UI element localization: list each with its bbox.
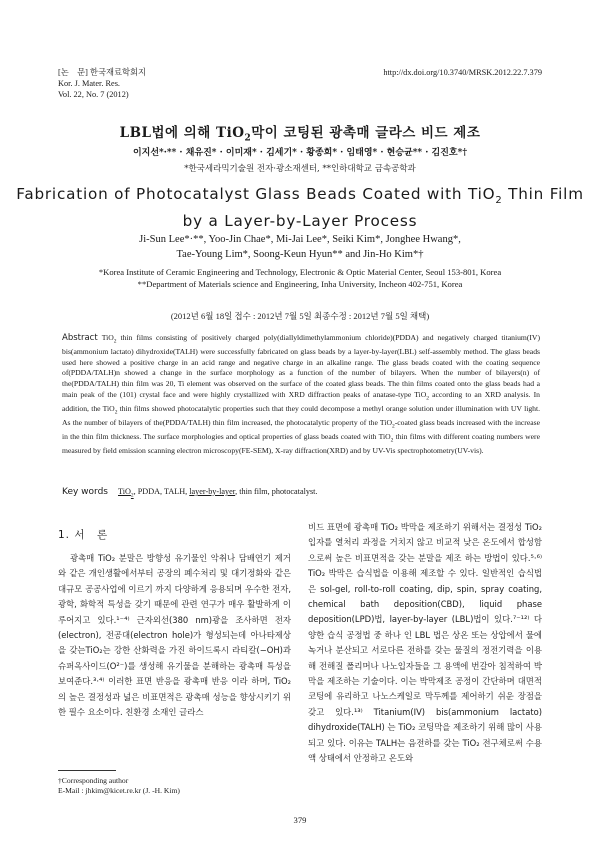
abstract-text: according to an XRD analysis. In addition, the TiO [62, 389, 540, 413]
journal-header-line1: [논 문] 한국재료학회지 [58, 68, 147, 77]
abstract-subscript: 2 [113, 338, 117, 345]
english-title-part: Thin Film [502, 185, 584, 203]
right-column [308, 520, 542, 767]
section-number: 1. [58, 529, 71, 541]
korean-title-part: LBL법에 의해 TiO [119, 125, 245, 141]
keyword-lbl: layer-by-layer [189, 487, 236, 496]
left-column [58, 551, 291, 720]
abstract-text: thin films showed photocatalytic properties such that they could decompose a methyl orange solution under illumination with UV light. As the number of bilayers of the(PDDA/TALH) thin film increased, the photocatalytic property of the TiO [62, 403, 540, 427]
english-affiliation-line2: **Department of Materials science and Engineering, Inha University, Incheon 402-751, Korea [137, 279, 463, 289]
journal-header-line3: Vol. 22, No. 7 (2012) [58, 90, 129, 99]
abstract-subscript: 2 [426, 395, 430, 402]
footnote-line1: †Corresponding author [58, 776, 129, 785]
abstract-text: TiO [101, 333, 114, 342]
page-number: 379 [293, 815, 307, 825]
english-title-part: Fabrication of Photocatalyst Glass Beads Coated with TiO [16, 185, 496, 203]
korean-title-subscript: 2 [244, 133, 252, 144]
keywords-label: Key words [62, 487, 108, 497]
abstract-subscript: 2 [114, 409, 118, 416]
keywords-text: , PDDA, TALH, [133, 487, 190, 496]
korean-title-part: 막이 코팅된 광촉매 글라스 비드 제조 [251, 125, 481, 141]
keywords [62, 487, 540, 499]
doi-link[interactable]: http://dx.doi.org/10.3740/MRSK.2012.22.7.379 [383, 68, 542, 77]
english-title [0, 184, 600, 232]
abstract-text: thin films consisting of positively charged poly(diallyldimethylammonium chloride)(PDDA) and negatively charged titanium(IV) bis(ammonium lactato) dihydroxide(TALH) were successfully fabricated on glass beads by a layer-by-layer(LBL) self-assembly method. The glass beads used here showed a positive charge in an acid range and negative charge in an alkaline range. The glass beads coated with the coating sequence of(PDDA/TALH)n showed a change in the surface morphology as a function of the number of bilayers. When the number of bilayers(n) of the(PDDA/TALH) thin film was 20, Ti element was observed on the surface of the coated glass beads. The thin films coated onto the glass beads had a main peak of the (101) crystal face and were highly crystallized with XRD diffraction peaks of anatase-type TiO [62, 333, 540, 399]
english-title-subscript: 2 [495, 195, 503, 207]
english-authors-line2: Tae-Young Lim*, Soong-Keun Hyun** and Jin-Ho Kim*† [176, 249, 424, 260]
korean-authors: 이지선*·** · 채유진* · 이미재* · 김세기* · 황종희* · 임태영* · 현승균** · 김진호*† [132, 148, 468, 158]
abstract-subscript: 2 [390, 437, 394, 444]
section-heading [58, 527, 108, 542]
footnote [58, 776, 180, 796]
abstract-text: -coated glass beads increased with the increase in the thin film thickness. The surface morphologies and optical properties of glass beads coated with TiO [62, 417, 540, 441]
korean-title [0, 121, 600, 144]
footnote-email[interactable]: E-Mail : jhkim@kicet.re.kr (J. -H. Kim) [58, 786, 180, 795]
english-affiliation [0, 266, 600, 290]
keywords-text: , thin film, photocatalyst. [235, 487, 318, 496]
received-dates: (2012년 6월 18일 접수 : 2012년 7월 5일 최종수정 : 2012년 7월 5일 채택) [170, 311, 430, 321]
keyword-tio2: TiO [118, 487, 131, 496]
english-authors [0, 232, 600, 262]
abstract [62, 333, 540, 457]
journal-header-line2: Kor. J. Mater. Res. [58, 79, 120, 88]
korean-affiliation: *한국세라믹기술원 전자·광소재센터, **인하대학교 금속공학과 [184, 164, 416, 174]
english-affiliation-line1: *Korea Institute of Ceramic Engineering and Technology, Electronic & Optic Material Center, Seoul 153-801, Korea [98, 267, 502, 277]
body-paragraph: 광촉매 TiO₂ 분말은 방향성 유기물인 악취나 담배연기 제거와 같은 개인생활에서부터 공장의 폐수처리 및 대기정화와 같은 대규모 공공사업에 이르기 까지 다양하게 응용되며 우수한 전자, 광학, 화학적 특성을 갖기 때문에 관련 연구가 매우 활발하게 이루어지고 있다.¹⁻⁴⁾ 근자외선(380 nm)광을 조사하면 전자(electron), 전공대(electron hole)가 형성되는데 아나타제상을 갖는TiO₂는 강한 산화력을 가진 하이드록시 라티칼(−OH)과 슈퍼옥사이드(O²⁻)를 생성해 유기물을 분해하는 광촉매 특성을 보여준다.³·⁴⁾ 이러한 표면 반응을 광촉매 반응 이라 하며, TiO₂의 높은 결정성과 넓은 비표면적은 광촉매 성능을 향상시키기 위한 필수 요소이다. 친환경 소재인 글라스 [58, 553, 291, 718]
english-authors-line1: Ji-Sun Lee*·**, Yoo-Jin Chae*, Mi-Jai Lee*, Seiki Kim*, Jonghee Hwang*, [139, 234, 461, 245]
section-title: 서 론 [74, 529, 109, 541]
footnote-rule [58, 770, 116, 771]
journal-header [58, 67, 146, 100]
abstract-text: thin films with different coating numbers were measured by field emission scanning electron microscopy(FE-SEM), X-ray diffraction(XRD) and by UV-Vis spectrophotometry(UV-vis). [62, 431, 540, 455]
abstract-subscript: 2 [391, 423, 395, 430]
keyword-subscript: 2 [130, 492, 134, 499]
body-paragraph: 비드 표면에 광촉매 TiO₂ 박막을 제조하기 위해서는 결정성 TiO₂ 입자를 열처리 과정을 거치지 않고 비교적 낮은 온도에서 합성함으로써 높은 비표면적을 갖는 분말을 제조 하는 방법이 있다.⁵·⁶⁾ TiO₂ 박막은 습식법을 이용해 제조할 수 있다. 일반적인 습식법은 sol-gel, roll-to-roll coating, dip, spin, spray coating, chemical bath deposition(CBD), liquid phase deposition(LPD)법, layer-by-layer (LBL)법이 있다.⁷⁻¹²⁾ 다양한 습식 공정법 중 하나 인 LBL 법은 상온 또는 상압에서 물에 녹거나 분산되고 서로다른 전하를 갖는 물질의 정전기력을 이용해 전해질 폴리머나 나노입자들을 그 용액에 번갈아 침적하여 박막을 제조하는 기술이다. 이는 박막제조 공정이 간단하며 대면적 코팅에 유리하고 나노스케일로 막두께를 제어하기 쉬운 장점을 갖고 있다.¹³⁾ Titanium(IV) bis(ammonium lactato) dihydroxide(TALH) 는 TiO₂ 코팅막을 제조하기 위해 많이 사용되고 있다. 이유는 TALH는 음전하를 갖는 TiO₂ 전구체로써 수용액 상태에서 안정하고 온도와 [308, 522, 542, 764]
english-title-line1 [0, 184, 600, 211]
abstract-label: Abstract [62, 333, 98, 343]
english-title-line2: by a Layer-by-Layer Process [182, 212, 418, 231]
